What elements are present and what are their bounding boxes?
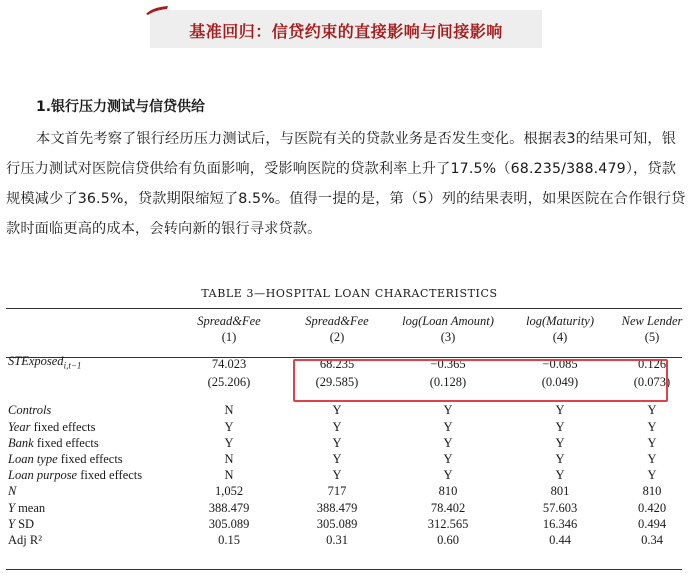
row-label	[8, 532, 176, 548]
stexposed-subscript: i,t−1	[63, 360, 82, 371]
value-cell: Y	[555, 468, 565, 483]
control-row	[8, 435, 688, 451]
row-label-text: Adj R²	[8, 532, 42, 547]
statistic-row	[8, 483, 688, 499]
row-label-text: fixed effects	[30, 419, 96, 434]
section-heading: 1.银行压力测试与信贷供给	[36, 99, 206, 115]
row-label	[8, 500, 176, 516]
brush-stroke-icon	[144, 4, 170, 16]
row-label	[8, 435, 176, 451]
value-cell: 305.089	[316, 516, 358, 531]
column-header: New Lender	[621, 314, 683, 328]
standard-error-cell: (29.585)	[315, 375, 359, 390]
table-top-rule	[6, 308, 682, 309]
column-number: (2)	[329, 330, 345, 345]
statistic-row	[8, 532, 688, 548]
value-cell: Y	[647, 468, 657, 483]
column-number: (1)	[221, 330, 237, 345]
row-label-italic: Controls	[8, 403, 52, 418]
value-cell: N	[224, 403, 234, 418]
row-label-text: fixed effects	[33, 435, 99, 450]
row-label-empty	[8, 313, 176, 329]
value-cell: 717	[327, 484, 347, 499]
value-cell: 0.60	[437, 532, 459, 547]
table-bottom-rule	[6, 569, 682, 570]
row-label-text: SD	[14, 516, 35, 531]
value-cell: N	[224, 451, 234, 466]
column-header-row	[8, 313, 688, 329]
control-row	[8, 451, 688, 467]
value-cell: Y	[332, 403, 342, 418]
value-cell: Y	[647, 435, 657, 450]
value-cell: Y	[332, 419, 342, 434]
value-cell: Y	[443, 435, 453, 450]
value-cell: Y	[224, 419, 234, 434]
value-cell: Y	[443, 403, 453, 418]
row-label-stexposed	[8, 353, 176, 374]
value-cell: 312.565	[427, 516, 469, 531]
column-number: (3)	[440, 330, 456, 345]
coefficient-cell: 0.126	[637, 356, 667, 371]
row-label-empty	[8, 329, 176, 345]
value-cell: 388.479	[208, 500, 250, 515]
value-cell: 16.346	[542, 516, 578, 531]
row-label-italic: Loan purpose	[8, 468, 78, 483]
value-cell: 0.15	[218, 532, 240, 547]
value-cell: 0.494	[637, 516, 667, 531]
value-cell: Y	[647, 451, 657, 466]
value-cell: Y	[443, 468, 453, 483]
value-cell: 1,052	[214, 484, 244, 499]
value-cell: Y	[443, 419, 453, 434]
row-label-italic: N	[8, 484, 17, 499]
value-cell: Y	[647, 403, 657, 418]
column-header: log(Loan Amount)	[402, 314, 494, 328]
value-cell: Y	[332, 468, 342, 483]
coefficient-cell: −0.085	[542, 356, 578, 371]
value-cell: 810	[438, 484, 458, 499]
value-cell: 801	[550, 484, 570, 499]
row-label-italic: Bank	[8, 435, 34, 450]
standard-error-cell: (25.206)	[207, 375, 251, 390]
standard-error-cell: (0.073)	[633, 375, 671, 390]
row-label-text: fixed effects	[57, 451, 123, 466]
value-cell: Y	[332, 451, 342, 466]
row-label	[8, 451, 176, 467]
row-label	[8, 516, 176, 532]
row-label-italic: Loan type	[8, 451, 58, 466]
control-row	[8, 467, 688, 483]
column-header: Spread&Fee	[305, 314, 369, 328]
value-cell: 810	[642, 484, 662, 499]
control-row	[8, 419, 688, 435]
control-row	[8, 402, 688, 418]
row-label	[8, 402, 176, 418]
row-label-text: mean	[14, 500, 46, 515]
standard-error-cell: (0.128)	[429, 375, 467, 390]
value-cell: Y	[647, 419, 657, 434]
statistic-row	[8, 516, 688, 532]
body-paragraph: 本文首先考察了银行经历压力测试后，与医院有关的贷款业务是否发生变化。根据表3的结果可知，银行压力测试对医院信贷供给有负面影响，受影响医院的贷款利率上升了17.5%（68.235/388.479），贷款规模减少了36.5%，贷款期限缩短了8.5%。值得一提的是，第（5）列的结果表明，如果医院在合作银行贷款时面临更高的成本，会转向新的银行寻求贷款。	[6, 131, 686, 237]
page-title: 基准回归：信贷约束的直接影响与间接影响	[189, 22, 503, 41]
row-label-italic: Year	[8, 419, 31, 434]
value-cell: 388.479	[316, 500, 358, 515]
value-cell: N	[224, 468, 234, 483]
row-label-italic: Y	[8, 500, 15, 515]
column-number: (5)	[644, 330, 660, 345]
value-cell: 0.34	[641, 532, 663, 547]
value-cell: 0.420	[637, 500, 667, 515]
value-cell: Y	[555, 451, 565, 466]
coefficient-cell: 74.023	[211, 356, 247, 371]
value-cell: Y	[555, 419, 565, 434]
highlight-box	[293, 359, 668, 402]
stexposed-label: STExposed	[8, 354, 64, 369]
value-cell: Y	[332, 435, 342, 450]
value-cell: Y	[555, 403, 565, 418]
column-header: Spread&Fee	[197, 314, 261, 328]
standard-error-cell: (0.049)	[541, 375, 579, 390]
value-cell: Y	[555, 435, 565, 450]
row-label	[8, 419, 176, 435]
regression-table	[8, 313, 688, 548]
spacer-row	[8, 345, 688, 353]
value-cell: 0.44	[549, 532, 571, 547]
row-label	[8, 483, 176, 499]
value-cell: 305.089	[208, 516, 250, 531]
value-cell: Y	[443, 451, 453, 466]
row-label-text: fixed effects	[77, 468, 143, 483]
table-caption: TABLE 3—HOSPITAL LOAN CHARACTERISTICS	[201, 287, 498, 300]
title-banner	[150, 10, 542, 48]
value-cell: 78.402	[430, 500, 466, 515]
coefficient-cell: −0.365	[430, 356, 466, 371]
row-label-italic: Y	[8, 516, 15, 531]
value-cell: 57.603	[542, 500, 578, 515]
value-cell: Y	[224, 435, 234, 450]
statistic-row	[8, 500, 688, 516]
value-cell: 0.31	[326, 532, 348, 547]
row-label-empty	[8, 374, 176, 390]
coefficient-cell: 68.235	[319, 356, 355, 371]
column-header: log(Maturity)	[525, 314, 595, 328]
row-label	[8, 467, 176, 483]
column-number: (4)	[552, 330, 568, 345]
column-number-row	[8, 329, 688, 345]
